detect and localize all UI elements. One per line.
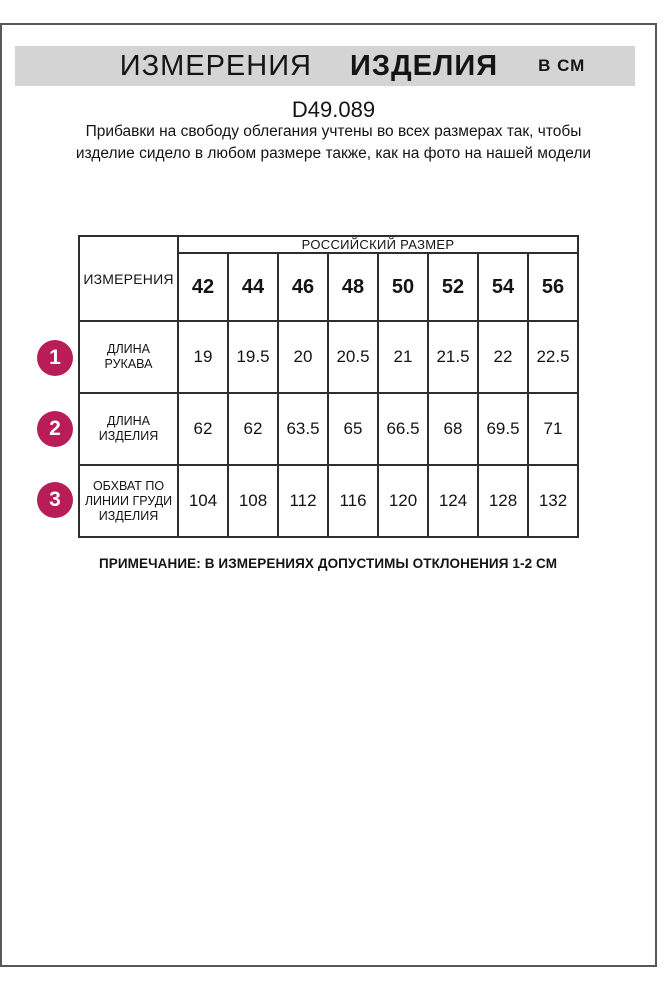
size-header: 46 bbox=[278, 253, 328, 321]
size-chart-table bbox=[78, 235, 579, 538]
value-cell: 62 bbox=[178, 393, 228, 465]
table-row-group-header bbox=[79, 236, 578, 253]
value-cell: 21 bbox=[378, 321, 428, 393]
title-product: ИЗДЕЛИЯ bbox=[350, 49, 499, 82]
value-cell: 132 bbox=[528, 465, 578, 537]
value-cell: 19 bbox=[178, 321, 228, 393]
title-units: В СМ bbox=[538, 56, 586, 75]
size-header: 56 bbox=[528, 253, 578, 321]
value-cell: 69.5 bbox=[478, 393, 528, 465]
size-header: 50 bbox=[378, 253, 428, 321]
value-cell: 63.5 bbox=[278, 393, 328, 465]
table-row-sleeve-length bbox=[79, 321, 578, 393]
fit-description: Прибавки на свободу облегания учтены во всех размерах так, чтобы изделие сидело в любом размере также, как на фото на нашей модели bbox=[75, 123, 592, 162]
size-header: 52 bbox=[428, 253, 478, 321]
row-label-sleeve-length: ДЛИНА РУКАВА bbox=[79, 321, 178, 393]
tolerance-note: ПРИМЕЧАНИЕ: В ИЗМЕРЕНИЯХ ДОПУСТИМЫ ОТКЛОНЕНИЯ 1-2 СМ bbox=[98, 556, 558, 571]
value-cell: 20.5 bbox=[328, 321, 378, 393]
value-cell: 22.5 bbox=[528, 321, 578, 393]
size-header: 54 bbox=[478, 253, 528, 321]
value-cell: 19.5 bbox=[228, 321, 278, 393]
size-header: 42 bbox=[178, 253, 228, 321]
value-cell: 108 bbox=[228, 465, 278, 537]
size-header: 44 bbox=[228, 253, 278, 321]
value-cell: 65 bbox=[328, 393, 378, 465]
table-row-chest-girth bbox=[79, 465, 578, 537]
value-cell: 71 bbox=[528, 393, 578, 465]
row-number-badge-1: 1 bbox=[37, 340, 73, 376]
value-cell: 124 bbox=[428, 465, 478, 537]
table-row-item-length bbox=[79, 393, 578, 465]
group-header-russian-size: РОССИЙСКИЙ РАЗМЕР bbox=[178, 236, 578, 253]
value-cell: 66.5 bbox=[378, 393, 428, 465]
row-number-badge-2: 2 bbox=[37, 411, 73, 447]
value-cell: 104 bbox=[178, 465, 228, 537]
value-cell: 20 bbox=[278, 321, 328, 393]
value-cell: 128 bbox=[478, 465, 528, 537]
value-cell: 22 bbox=[478, 321, 528, 393]
row-label-chest-girth: ОБХВАТ ПО ЛИНИИ ГРУДИ ИЗДЕЛИЯ bbox=[79, 465, 178, 537]
title-bar bbox=[15, 46, 635, 86]
size-header: 48 bbox=[328, 253, 378, 321]
article-number: D49.089 bbox=[291, 97, 376, 122]
value-cell: 62 bbox=[228, 393, 278, 465]
corner-header-cell: ИЗМЕРЕНИЯ bbox=[79, 236, 178, 321]
value-cell: 120 bbox=[378, 465, 428, 537]
value-cell: 116 bbox=[328, 465, 378, 537]
value-cell: 68 bbox=[428, 393, 478, 465]
row-number-badge-3: 3 bbox=[37, 482, 73, 518]
row-label-item-length: ДЛИНА ИЗДЕЛИЯ bbox=[79, 393, 178, 465]
value-cell: 112 bbox=[278, 465, 328, 537]
title-measurements: ИЗМЕРЕНИЯ bbox=[119, 49, 312, 82]
value-cell: 21.5 bbox=[428, 321, 478, 393]
